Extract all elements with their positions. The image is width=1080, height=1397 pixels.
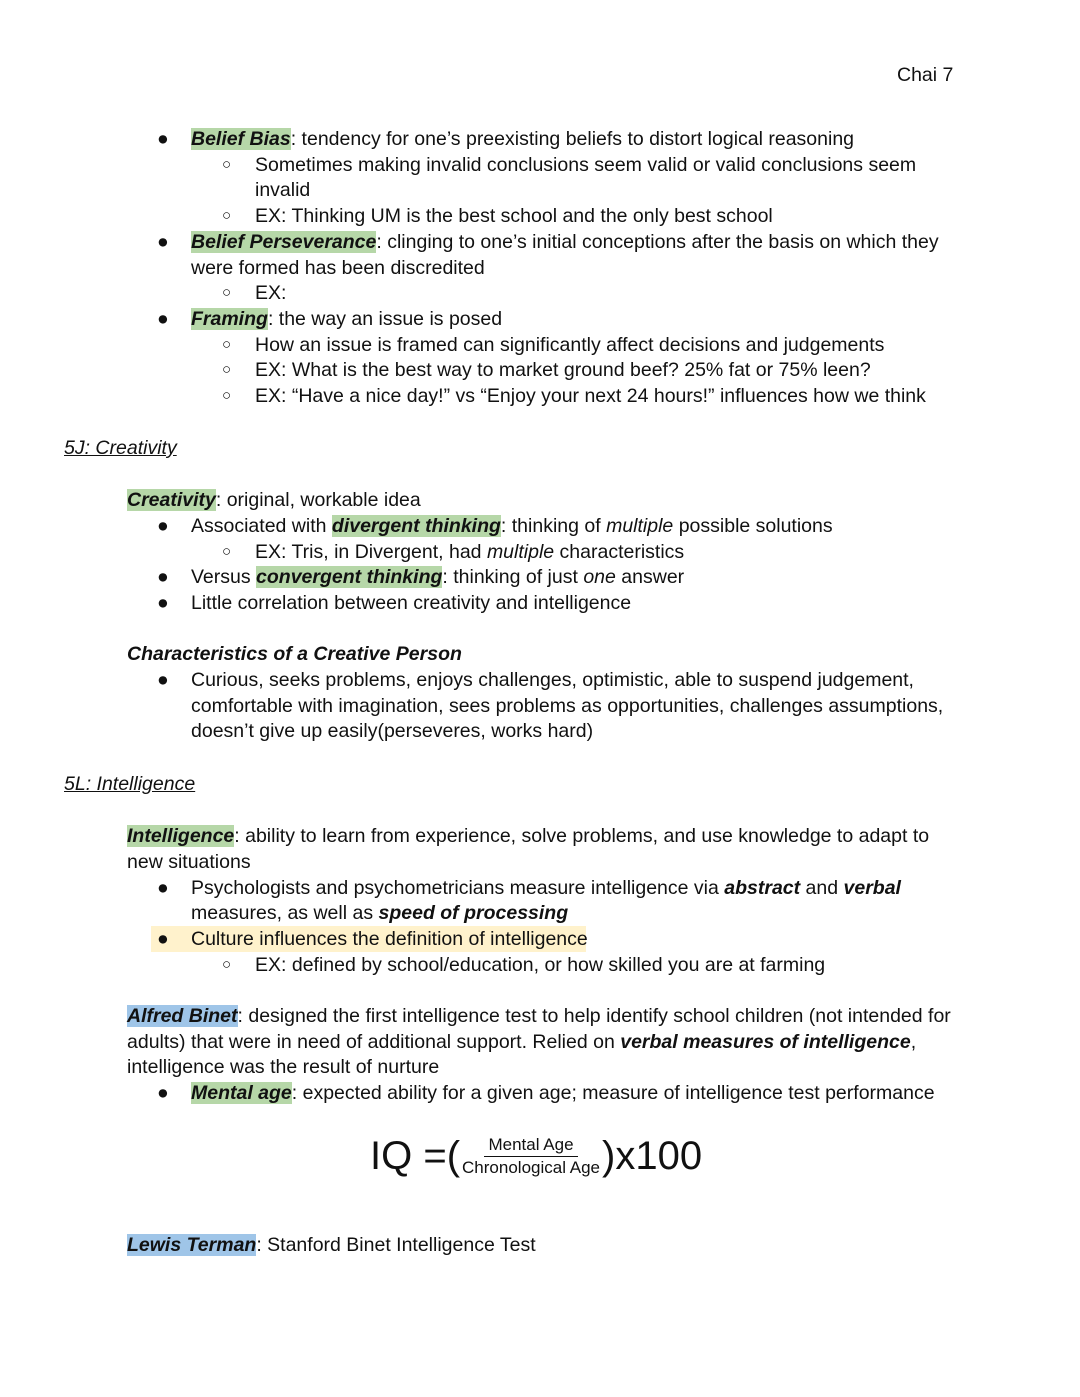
divergent-example-post: characteristics <box>554 541 685 563</box>
terman-definition: : Stanford Binet Intelligence Test <box>256 1234 536 1256</box>
bullet: ● <box>157 308 169 330</box>
term-divergent-thinking: divergent thinking <box>331 515 501 537</box>
belief-perseverance-definition: : clinging to one’s initial conceptions after the basis on which they <box>376 231 939 253</box>
bullet: ● <box>157 1082 169 1104</box>
intelligence-definition-cont: new situations <box>127 851 251 873</box>
sub-bullet: ○ <box>222 284 232 301</box>
binet-line1-text: : designed the first intelligence test to help identify school children (not intended for <box>237 1005 951 1027</box>
creativity-definition <box>127 487 421 513</box>
measure-verbal: verbal <box>843 877 901 899</box>
sub-bullet: ○ <box>222 543 232 560</box>
term-belief-perseverance: Belief Perseverance <box>191 231 377 253</box>
mental-age-definition: : expected ability for a given age; measure of intelligence test performance <box>291 1082 935 1104</box>
divergent-example-pre: EX: Tris, in Divergent, had <box>255 541 487 563</box>
binet-line2-em: verbal measures of intelligence <box>620 1031 911 1053</box>
formula-lhs: IQ =( <box>370 1133 461 1178</box>
creativity-correlation: Little correlation between creativity and intelligence <box>191 592 632 614</box>
creativity-definition-text: : original, workable idea <box>215 489 421 511</box>
formula-numerator: Mental Age <box>484 1135 577 1157</box>
bullet: ● <box>157 928 169 950</box>
term-lewis-terman: Lewis Terman <box>127 1234 257 1256</box>
term-belief-bias: Belief Bias <box>191 128 291 150</box>
creative-person-line3: doesn’t give up easily(perseveres, works hard) <box>191 720 594 742</box>
intelligence-measure <box>191 875 901 901</box>
bullet: ● <box>157 877 169 899</box>
intelligence-definition-text: : ability to learn from experience, solve problems, and use knowledge to adapt to <box>234 825 930 847</box>
term-framing: Framing <box>191 308 268 330</box>
sub-bullet: ○ <box>222 336 232 353</box>
term-mental-age: Mental age <box>191 1082 292 1104</box>
culture-item: Culture influences the definition of intelligence <box>191 928 588 950</box>
belief-bias-sub2: EX: Thinking UM is the best school and the only best school <box>255 205 773 227</box>
creative-person-line2: comfortable with imagination, sees problems as opportunities, challenges assumptions, <box>191 695 944 717</box>
measure-pre: Psychologists and psychometricians measure intelligence via <box>191 877 725 899</box>
bullet: ● <box>157 669 169 691</box>
binet-line2-post: , <box>910 1031 917 1053</box>
divergent-pre: Associated with <box>191 515 332 537</box>
section-heading-creativity: 5J: Creativity <box>64 437 177 459</box>
divergent-mid: : thinking of <box>500 515 607 537</box>
sub-bullet: ○ <box>222 956 232 973</box>
sub-bullet: ○ <box>222 207 232 224</box>
convergent-mid: : thinking of just <box>442 566 584 588</box>
measure-speed: speed of processing <box>378 902 569 924</box>
divergent-em: multiple <box>606 515 674 537</box>
convergent-post: answer <box>615 566 685 588</box>
sub-bullet: ○ <box>222 361 232 378</box>
bullet: ● <box>157 566 169 588</box>
measure-and: and <box>800 877 844 899</box>
bullet: ● <box>157 515 169 537</box>
framing-sub1: How an issue is framed can significantly affect decisions and judgements <box>255 334 885 356</box>
culture-example: EX: defined by school/education, or how skilled you are at farming <box>255 954 826 976</box>
belief-perseverance-sub1: EX: <box>255 282 287 304</box>
bullet: ● <box>157 592 169 614</box>
binet-line1 <box>127 1003 951 1029</box>
divergent-example <box>255 539 684 565</box>
belief-bias-definition: : tendency for one’s preexisting beliefs to distort logical reasoning <box>290 128 855 150</box>
iq-formula <box>370 1131 702 1181</box>
intelligence-measure-cont <box>191 900 568 926</box>
page-label: Chai 7 <box>897 64 954 86</box>
creative-person-line1: Curious, seeks problems, enjoys challenges, optimistic, able to suspend judgement, <box>191 669 914 691</box>
terman-item <box>127 1232 536 1258</box>
term-intelligence: Intelligence <box>127 825 235 847</box>
sub-bullet: ○ <box>222 387 232 404</box>
term-creativity: Creativity <box>127 489 216 511</box>
creative-person-heading: Characteristics of a Creative Person <box>127 643 462 665</box>
measure-cont-pre: measures, as well as <box>191 902 379 924</box>
formula-denominator: Chronological Age <box>462 1157 601 1177</box>
framing-sub2: EX: What is the best way to market ground beef? 25% fat or 75% leen? <box>255 359 871 381</box>
mental-age-item <box>191 1080 935 1106</box>
formula-rhs: )x100 <box>602 1133 703 1178</box>
belief-bias-sub1: Sometimes making invalid conclusions seem valid or valid conclusions seem <box>255 154 917 176</box>
section-heading-intelligence: 5L: Intelligence <box>64 773 196 795</box>
belief-bias-item <box>191 126 854 152</box>
divergent-item <box>191 513 833 539</box>
formula-fraction <box>462 1135 600 1178</box>
framing-sub3: EX: “Have a nice day!” vs “Enjoy your next 24 hours!” influences how we think <box>255 385 926 407</box>
intelligence-definition <box>127 823 929 849</box>
convergent-pre: Versus <box>191 566 257 588</box>
term-convergent-thinking: convergent thinking <box>256 566 443 588</box>
divergent-example-em: multiple <box>486 541 555 563</box>
binet-line3: intelligence was the result of nurture <box>127 1056 440 1078</box>
binet-line2 <box>127 1029 916 1055</box>
convergent-em: one <box>583 566 616 588</box>
belief-perseverance-definition-cont: were formed has been discredited <box>191 257 485 279</box>
bullet: ● <box>157 128 169 150</box>
belief-bias-sub1-cont: invalid <box>255 179 311 201</box>
measure-abstract: abstract <box>724 877 801 899</box>
belief-perseverance-item <box>191 229 939 255</box>
sub-bullet: ○ <box>222 156 232 173</box>
term-alfred-binet: Alfred Binet <box>127 1005 238 1027</box>
convergent-item <box>191 564 684 590</box>
framing-definition: : the way an issue is posed <box>267 308 503 330</box>
bullet: ● <box>157 231 169 253</box>
divergent-post: possible solutions <box>673 515 833 537</box>
binet-line2-pre: adults) that were in need of additional support. Relied on <box>127 1031 621 1053</box>
framing-item <box>191 306 502 332</box>
